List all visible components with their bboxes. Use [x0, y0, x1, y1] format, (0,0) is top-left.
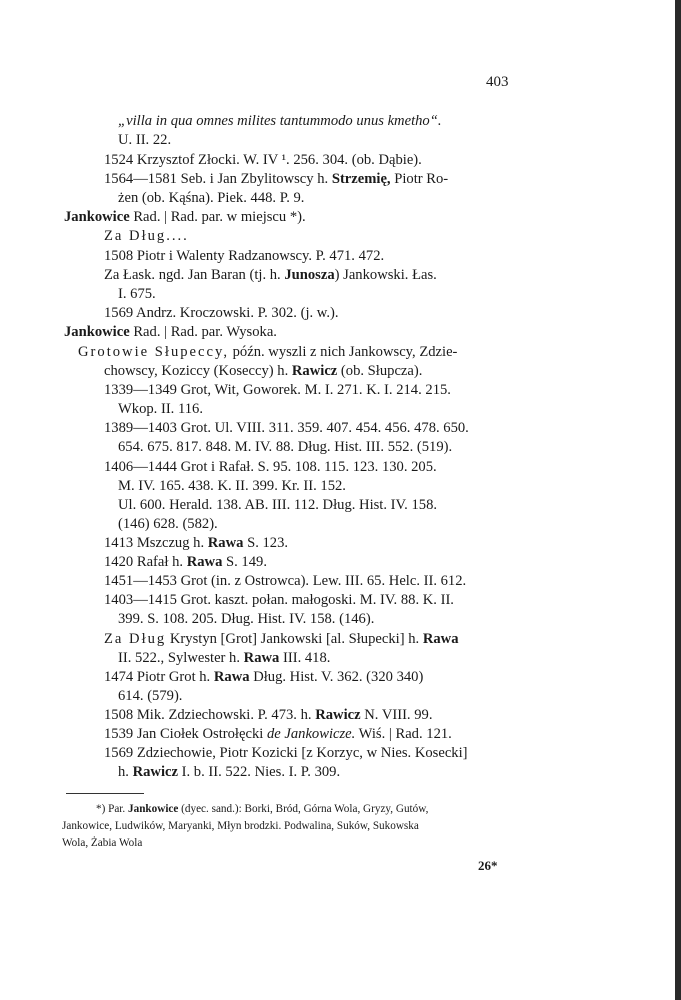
text-line: 1524 Krzysztof Złocki. W. IV ¹. 256. 304. (ob. Dąbie). [104, 152, 422, 168]
text-line: 1474 Piotr Grot h. Rawa Dług. Hist. V. 362. (320 340) [104, 669, 424, 685]
text-line: 399. S. 108. 205. Dług. Hist. IV. 158. (146). [118, 611, 375, 627]
text-line: 1339—1349 Grot, Wit, Goworek. M. I. 271. K. I. 214. 215. [104, 382, 451, 398]
scan-edge [675, 0, 681, 1000]
text-line: 1413 Mszczug h. Rawa S. 123. [104, 535, 289, 551]
text-line: Ul. 600. Herald. 138. AB. III. 112. Dług. Hist. IV. 158. [118, 497, 438, 513]
text-line: Grotowie Słupeccy, późn. wyszli z nich Jankowscy, Zdzie- [78, 344, 458, 360]
signature-mark: 26* [478, 858, 498, 873]
text-line: Za Dług.... [104, 228, 189, 244]
page-number: 403 [486, 74, 509, 90]
text-line: 1569 Andrz. Kroczowski. P. 302. (j. w.). [104, 305, 339, 321]
text-line: h. Rawicz I. b. II. 522. Nies. I. P. 309. [118, 764, 341, 780]
text-line: Za Dług Krystyn [Grot] Jankowski [al. Słupecki] h. Rawa [104, 631, 459, 647]
text-line: Wkop. II. 116. [118, 401, 203, 417]
text-line: „villa in qua omnes milites tantummodo unus kmetho“. [118, 113, 442, 129]
text-line: 654. 675. 817. 848. M. IV. 88. Dług. Hist. III. 552. (519). [118, 439, 453, 455]
text-line: U. II. 22. [118, 132, 172, 148]
text-line: Za Łask. ngd. Jan Baran (tj. h. Junosza) Jankowski. Łas. [104, 267, 437, 283]
text-line: 1508 Piotr i Walenty Radzanowscy. P. 471. 472. [104, 248, 385, 264]
text-line: 1569 Zdziechowie, Piotr Kozicki [z Korzyc, w Nies. Kosecki] [104, 745, 468, 761]
text-line: 1389—1403 Grot. Ul. VIII. 311. 359. 407. 454. 456. 478. 650. [104, 420, 469, 436]
text-line: 1406—1444 Grot i Rafał. S. 95. 108. 115. 123. 130. 205. [104, 459, 437, 475]
text-line: 614. (579). [118, 688, 183, 704]
footnote-line: *) Par. Jankowice (dyec. sand.): Borki, Bród, Górna Wola, Gryzy, Gutów, [96, 803, 429, 815]
footnote-line: Jankowice, Ludwików, Maryanki, Młyn brodzki. Podwalina, Suków, Sukowska [62, 820, 419, 832]
text-line: I. 675. [118, 286, 156, 302]
text-line: 1403—1415 Grot. kaszt. połan. małogoski. M. IV. 88. K. II. [104, 592, 454, 608]
entry-heading: Jankowice Rad. | Rad. par. Wysoka. [64, 324, 277, 340]
text-line: chowscy, Koziccy (Koseccy) h. Rawicz (ob. Słupcza). [104, 363, 423, 379]
entry-heading: Jankowice Rad. | Rad. par. w miejscu *). [64, 209, 306, 225]
footnote-rule [66, 793, 144, 794]
text-line: II. 522., Sylwester h. Rawa III. 418. [118, 650, 331, 666]
text-line: żen (ob. Kąśna). Piek. 448. P. 9. [118, 190, 305, 206]
text-line: 1564—1581 Seb. i Jan Zbylitowscy h. Strzemię, Piotr Ro- [104, 171, 449, 187]
text-line: 1508 Mik. Zdziechowski. P. 473. h. Rawicz N. VIII. 99. [104, 707, 433, 723]
text-line: (146) 628. (582). [118, 516, 218, 532]
text-line: 1539 Jan Ciołek Ostrołęcki de Jankowicze. Wiś. | Rad. 121. [104, 726, 452, 742]
footnote-line: Wola, Żabia Wola [62, 837, 143, 849]
text-line: 1451—1453 Grot (in. z Ostrowca). Lew. III. 65. Helc. II. 612. [104, 573, 467, 589]
text-line: 1420 Rafał h. Rawa S. 149. [104, 554, 267, 570]
text-line: M. IV. 165. 438. K. II. 399. Kr. II. 152. [118, 478, 346, 494]
